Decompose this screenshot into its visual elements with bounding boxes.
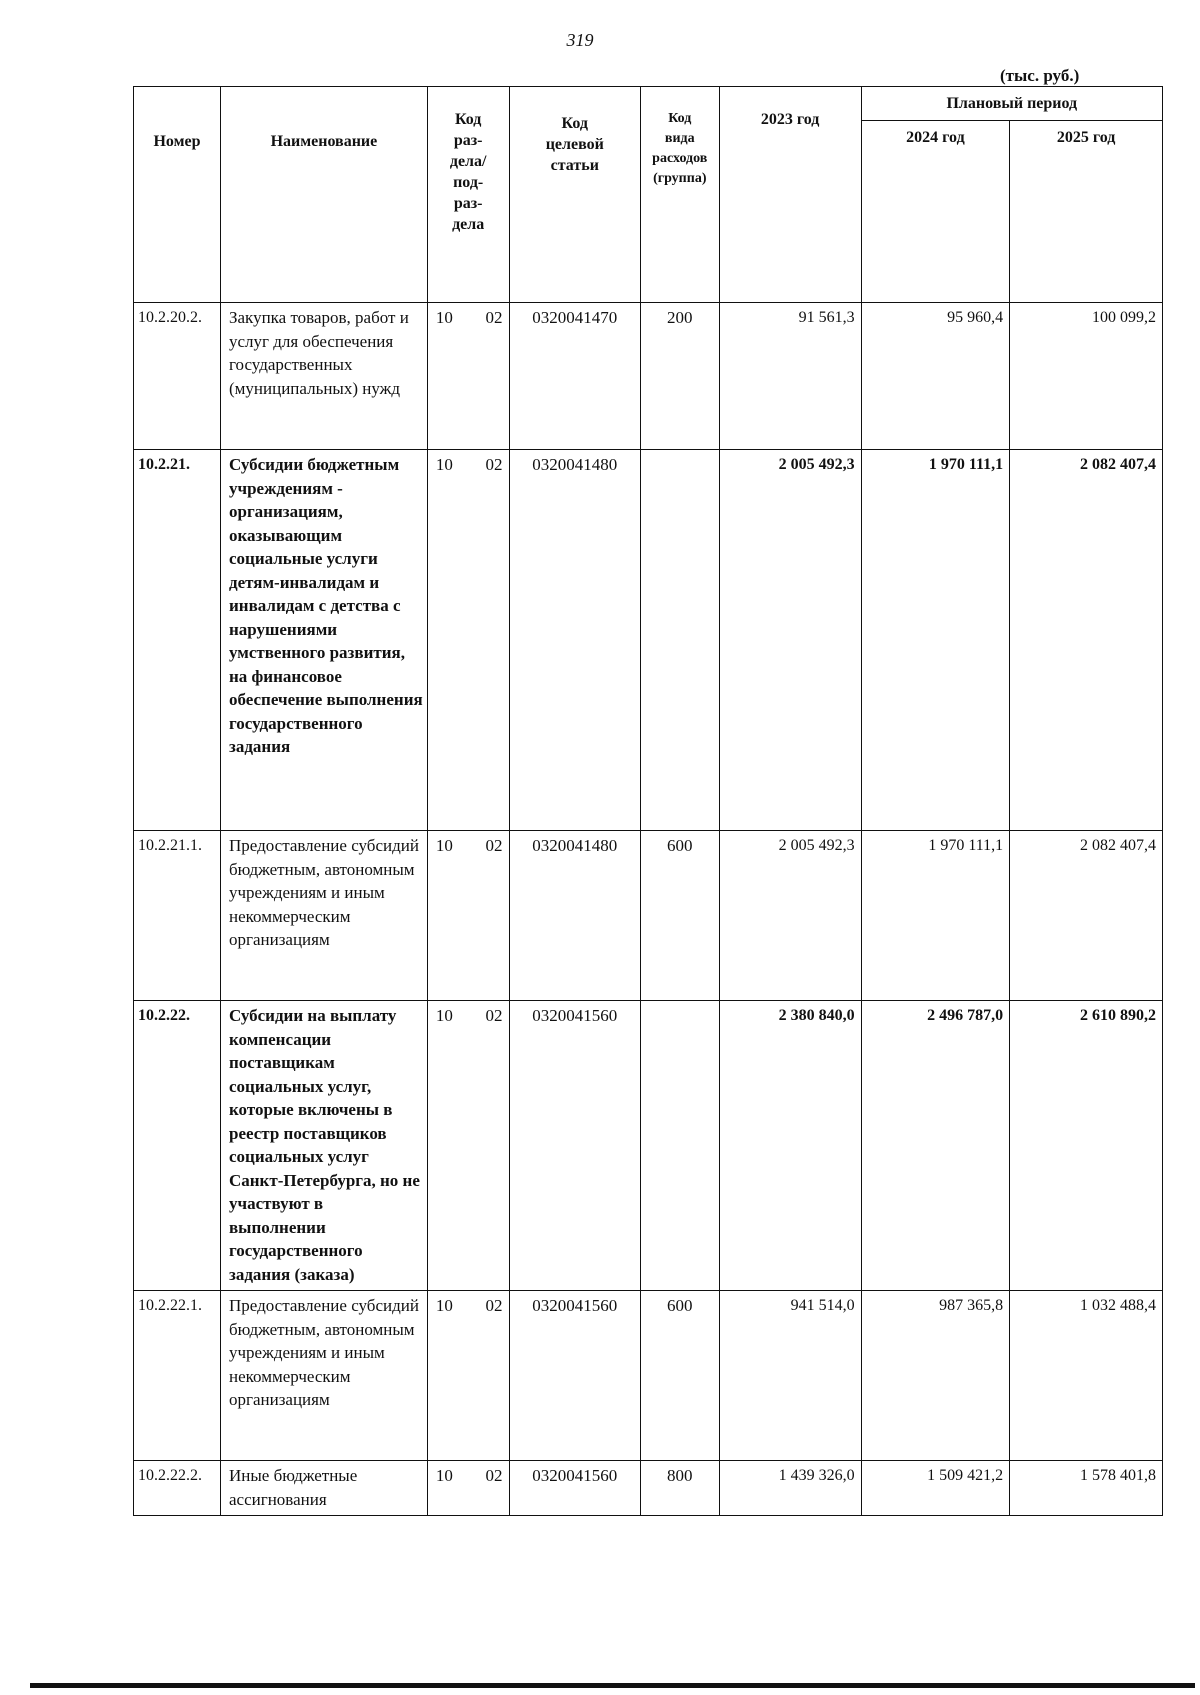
row-2023: 91 561,3 — [719, 303, 861, 450]
header-2024: 2024 год — [861, 121, 1010, 303]
row-rz: 10 — [435, 308, 453, 327]
table-row — [134, 1461, 1163, 1516]
row-number: 10.2.22.1. — [134, 1291, 221, 1461]
header-name: Наименование — [220, 87, 427, 303]
row-razdel — [427, 1461, 509, 1516]
bottom-rule — [30, 1683, 1195, 1688]
row-rz: 10 — [435, 836, 453, 855]
row-2025: 1 032 488,4 — [1010, 1291, 1163, 1461]
header-razdel-line: дела — [452, 216, 485, 233]
row-csr: 0320041480 — [509, 831, 641, 1001]
units-label: (тыс. руб.) — [1000, 66, 1080, 85]
row-2025: 2 082 407,4 — [1010, 831, 1163, 1001]
row-csr: 0320041560 — [509, 1001, 641, 1291]
budget-table — [133, 86, 1163, 1516]
row-2024: 987 365,8 — [861, 1291, 1010, 1461]
row-razdel — [427, 831, 509, 1001]
row-2023: 2 005 492,3 — [719, 450, 861, 831]
row-2025: 100 099,2 — [1010, 303, 1163, 450]
row-rz: 10 — [435, 1466, 453, 1485]
row-rz: 10 — [435, 455, 453, 474]
row-vr — [641, 1001, 719, 1291]
table-row — [134, 303, 1163, 450]
row-csr: 0320041470 — [509, 303, 641, 450]
row-number: 10.2.21. — [134, 450, 221, 831]
header-vr-line: (группа) — [653, 171, 707, 186]
row-2024: 2 496 787,0 — [861, 1001, 1010, 1291]
table-row — [134, 1291, 1163, 1461]
row-csr: 0320041560 — [509, 1291, 641, 1461]
header-vr-line: расходов — [652, 151, 708, 166]
row-razdel — [427, 303, 509, 450]
header-csr — [509, 87, 641, 303]
row-2025: 2 082 407,4 — [1010, 450, 1163, 831]
header-csr-line: целевой — [545, 136, 604, 153]
row-2024: 95 960,4 — [861, 303, 1010, 450]
header-csr-line: статьи — [550, 157, 599, 174]
header-vr-line: вида — [664, 131, 695, 146]
row-2023: 941 514,0 — [719, 1291, 861, 1461]
row-name: Предоставление субсидий бюджетным, автономным учреждениям и иным некоммерческим организациям — [220, 831, 427, 1001]
header-razdel — [427, 87, 509, 303]
row-prz: 02 — [485, 1466, 503, 1485]
row-prz: 02 — [485, 308, 503, 327]
row-number: 10.2.20.2. — [134, 303, 221, 450]
header-vr-line: Код — [668, 111, 692, 126]
row-2024: 1 509 421,2 — [861, 1461, 1010, 1516]
header-razdel-line: Код — [454, 111, 482, 128]
row-prz: 02 — [485, 1296, 503, 1315]
row-razdel — [427, 1291, 509, 1461]
row-2025: 2 610 890,2 — [1010, 1001, 1163, 1291]
row-razdel — [427, 450, 509, 831]
table-row — [134, 831, 1163, 1001]
row-name: Предоставление субсидий бюджетным, автономным учреждениям и иным некоммерческим организациям — [220, 1291, 427, 1461]
row-rz: 10 — [435, 1296, 453, 1315]
row-2023: 2 005 492,3 — [719, 831, 861, 1001]
header-2025: 2025 год — [1010, 121, 1163, 303]
row-name: Закупка товаров, работ и услуг для обеспечения государственных (муниципальных) нужд — [220, 303, 427, 450]
row-vr: 200 — [641, 303, 719, 450]
header-razdel-line: дела/ — [449, 153, 487, 170]
table-row — [134, 450, 1163, 831]
row-vr: 800 — [641, 1461, 719, 1516]
header-razdel-line: под- — [453, 174, 484, 191]
row-prz: 02 — [485, 836, 503, 855]
row-rz: 10 — [435, 1006, 453, 1025]
row-csr: 0320041480 — [509, 450, 641, 831]
row-vr: 600 — [641, 1291, 719, 1461]
header-plan-period: Плановый период — [861, 87, 1162, 121]
row-name: Иные бюджетные ассигнования — [220, 1461, 427, 1516]
row-name: Субсидии на выплату компенсации поставщикам социальных услуг, которые включены в реестр поставщиков социальных услуг Санкт-Петербурга, но не участвуют в выполнении государственного задания (заказа) — [220, 1001, 427, 1291]
row-number: 10.2.22.2. — [134, 1461, 221, 1516]
row-2024: 1 970 111,1 — [861, 831, 1010, 1001]
row-2023: 1 439 326,0 — [719, 1461, 861, 1516]
row-2025: 1 578 401,8 — [1010, 1461, 1163, 1516]
row-2023: 2 380 840,0 — [719, 1001, 861, 1291]
header-razdel-line: раз- — [453, 132, 483, 149]
row-vr — [641, 450, 719, 831]
table-row — [134, 1001, 1163, 1291]
row-name: Субсидии бюджетным учреждениям - организациям, оказывающим социальные услуги детям-инвалидам и инвалидам с детства с нарушениями умственного развития, на финансовое обеспечение выполнения государственного задания — [220, 450, 427, 831]
row-csr: 0320041560 — [509, 1461, 641, 1516]
row-prz: 02 — [485, 1006, 503, 1025]
header-2023: 2023 год — [719, 87, 861, 303]
row-prz: 02 — [485, 455, 503, 474]
header-vr — [641, 87, 719, 303]
row-number: 10.2.21.1. — [134, 831, 221, 1001]
page-number: 319 — [566, 30, 594, 50]
header-number: Номер — [134, 87, 221, 303]
row-number: 10.2.22. — [134, 1001, 221, 1291]
header-row-1 — [134, 87, 1163, 121]
row-razdel — [427, 1001, 509, 1291]
header-razdel-line: раз- — [453, 195, 483, 212]
row-vr: 600 — [641, 831, 719, 1001]
row-2024: 1 970 111,1 — [861, 450, 1010, 831]
header-csr-line: Код — [561, 115, 588, 132]
